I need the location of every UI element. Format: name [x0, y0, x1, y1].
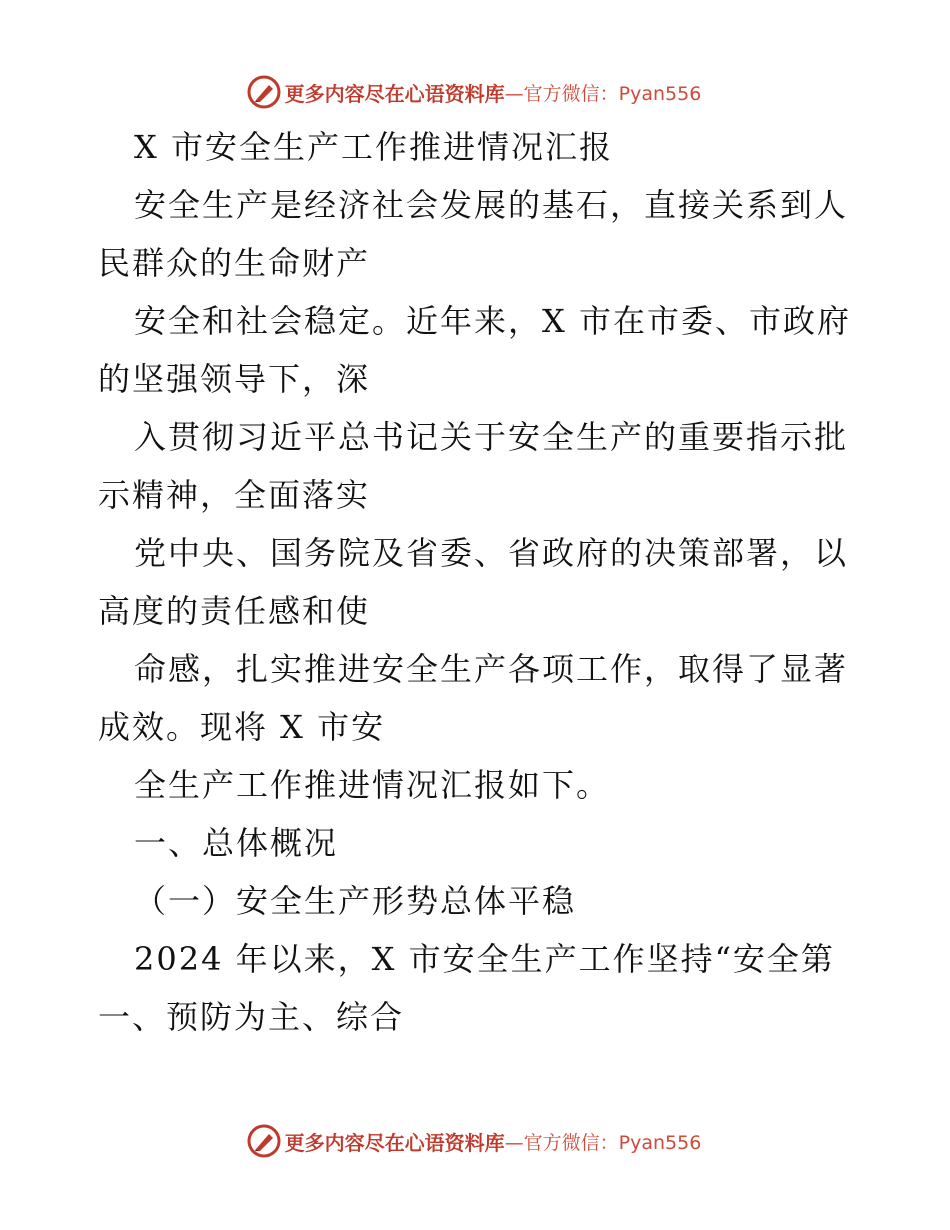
paragraph-line: 安全生产是经济社会发展的基石，直接关系到人: [134, 186, 849, 224]
paragraph-line: 全生产工作推进情况汇报如下。: [134, 766, 611, 804]
footer-watermark: [0, 1121, 950, 1161]
paragraph-line: 安全和社会稳定。近年来，X 市在市委、市政府: [134, 302, 851, 340]
paragraph-line: 成效。现将 X 市安: [98, 708, 386, 746]
paragraph-line: 党中央、国务院及省委、省政府的决策部署，以: [134, 534, 849, 572]
pen-logo-icon: [247, 75, 281, 109]
paragraph-line: 2024 年以来，X 市安全生产工作坚持“安全第: [134, 940, 835, 978]
paragraph-line: 命感，扎实推进安全生产各项工作，取得了显著: [134, 650, 849, 688]
paragraph-line: 入贯彻习近平总书记关于安全生产的重要指示批: [134, 418, 849, 456]
watermark-wechat: —官方微信：Pyan556: [504, 82, 702, 105]
header-watermark: [0, 72, 950, 112]
paragraph-line: 民群众的生命财产: [98, 244, 371, 282]
watermark-title: 更多内容尽在心语资料库: [284, 1130, 505, 1155]
section-heading: 一、总体概况: [134, 824, 339, 862]
pen-logo-icon: [247, 1124, 281, 1158]
paragraph-line: 一、预防为主、综合: [98, 998, 405, 1036]
watermark-wechat: —官方微信：Pyan556: [504, 1131, 702, 1154]
subsection-heading: （一）安全生产形势总体平稳: [134, 882, 577, 920]
paragraph-line: 示精神，全面落实: [98, 476, 371, 514]
document-body: [98, 118, 858, 1046]
paragraph-line: 的坚强领导下，深: [98, 360, 371, 398]
document-title: X 市安全生产工作推进情况汇报: [134, 128, 613, 166]
paragraph-line: 高度的责任感和使: [98, 592, 371, 630]
watermark-title: 更多内容尽在心语资料库: [284, 81, 505, 106]
